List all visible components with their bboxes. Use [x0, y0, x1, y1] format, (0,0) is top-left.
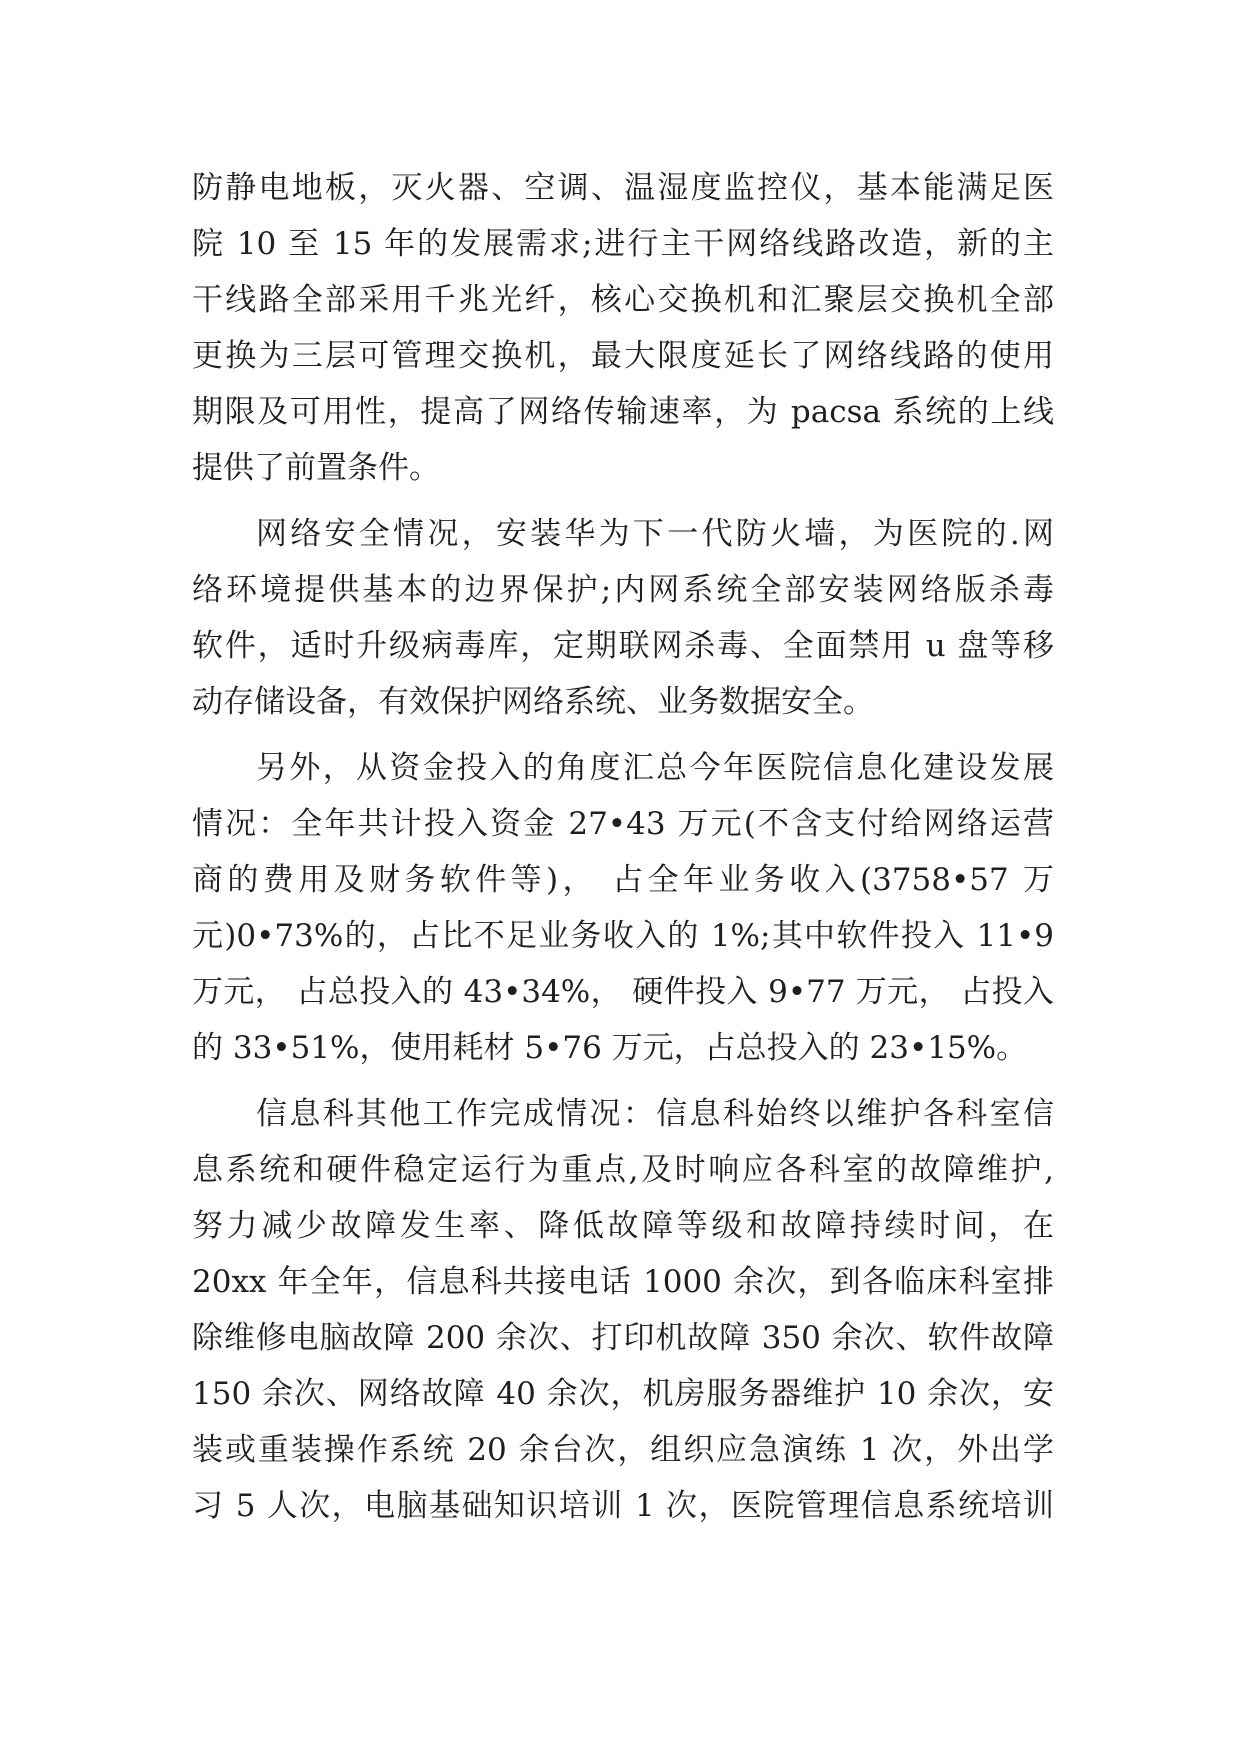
text-line: 150 余次、网络故障 40 余次，机房服务器维护 10 余次，安 — [192, 1376, 1054, 1412]
text-line: 软件，适时升级病毒库，定期联网杀毒、全面禁用 u 盘等移 — [192, 628, 1054, 664]
document-body — [192, 160, 1054, 1534]
text-line: 元)0•73%的，占比不足业务收入的 1%;其中软件投入 11•9 — [192, 918, 1054, 954]
text-line: 装或重装操作系统 20 余台次，组织应急演练 1 次，外出学 — [192, 1432, 1054, 1468]
text-line: 情况：全年共计投入资金 27•43 万元(不含支付给网络运营 — [192, 806, 1054, 842]
paragraph-other-work — [192, 1086, 1054, 1534]
text-line: 20xx 年全年，信息科共接电话 1000 余次，到各临床科室排 — [192, 1264, 1054, 1300]
text-line: 的 33•51%，使用耗材 5•76 万元，占总投入的 23•15%。 — [192, 1030, 1028, 1066]
text-line: 网络安全情况，安装华为下一代防火墙，为医院的.网 — [256, 516, 1054, 552]
text-line: 络环境提供基本的边界保护;内网系统全部安装网络版杀毒 — [192, 572, 1054, 608]
paragraph-facilities — [192, 160, 1054, 496]
text-line: 干线路全部采用千兆光纤，核心交换机和汇聚层交换机全部 — [192, 282, 1054, 318]
paragraph-network-security — [192, 506, 1054, 730]
text-line: 信息科其他工作完成情况：信息科始终以维护各科室信 — [256, 1096, 1054, 1132]
text-line: 另外，从资金投入的角度汇总今年医院信息化建设发展 — [256, 750, 1054, 786]
text-line: 院 10 至 15 年的发展需求;进行主干网络线路改造，新的主 — [192, 226, 1054, 262]
paragraph-funding — [192, 740, 1054, 1076]
text-line: 提供了前置条件。 — [192, 450, 440, 486]
text-line: 除维修电脑故障 200 余次、打印机故障 350 余次、软件故障 — [192, 1320, 1054, 1356]
text-line: 万元， 占总投入的 43•34%， 硬件投入 9•77 万元， 占投入 — [192, 974, 1054, 1010]
text-line: 商的费用及财务软件等)， 占全年业务收入(3758•57 万 — [192, 862, 1054, 898]
text-line: 息系统和硬件稳定运行为重点,及时响应各科室的故障维护, — [192, 1152, 1054, 1188]
text-line: 期限及可用性，提高了网络传输速率，为 pacsa 系统的上线 — [192, 394, 1054, 430]
text-line: 动存储设备，有效保护网络系统、业务数据安全。 — [192, 684, 874, 720]
text-line: 防静电地板，灭火器、空调、温湿度监控仪，基本能满足医 — [192, 170, 1054, 206]
text-line: 努力减少故障发生率、降低故障等级和故障持续时间，在 — [192, 1208, 1054, 1244]
text-line: 习 5 人次，电脑基础知识培训 1 次，医院管理信息系统培训 — [192, 1488, 1054, 1524]
text-line: 更换为三层可管理交换机，最大限度延长了网络线路的使用 — [192, 338, 1054, 374]
